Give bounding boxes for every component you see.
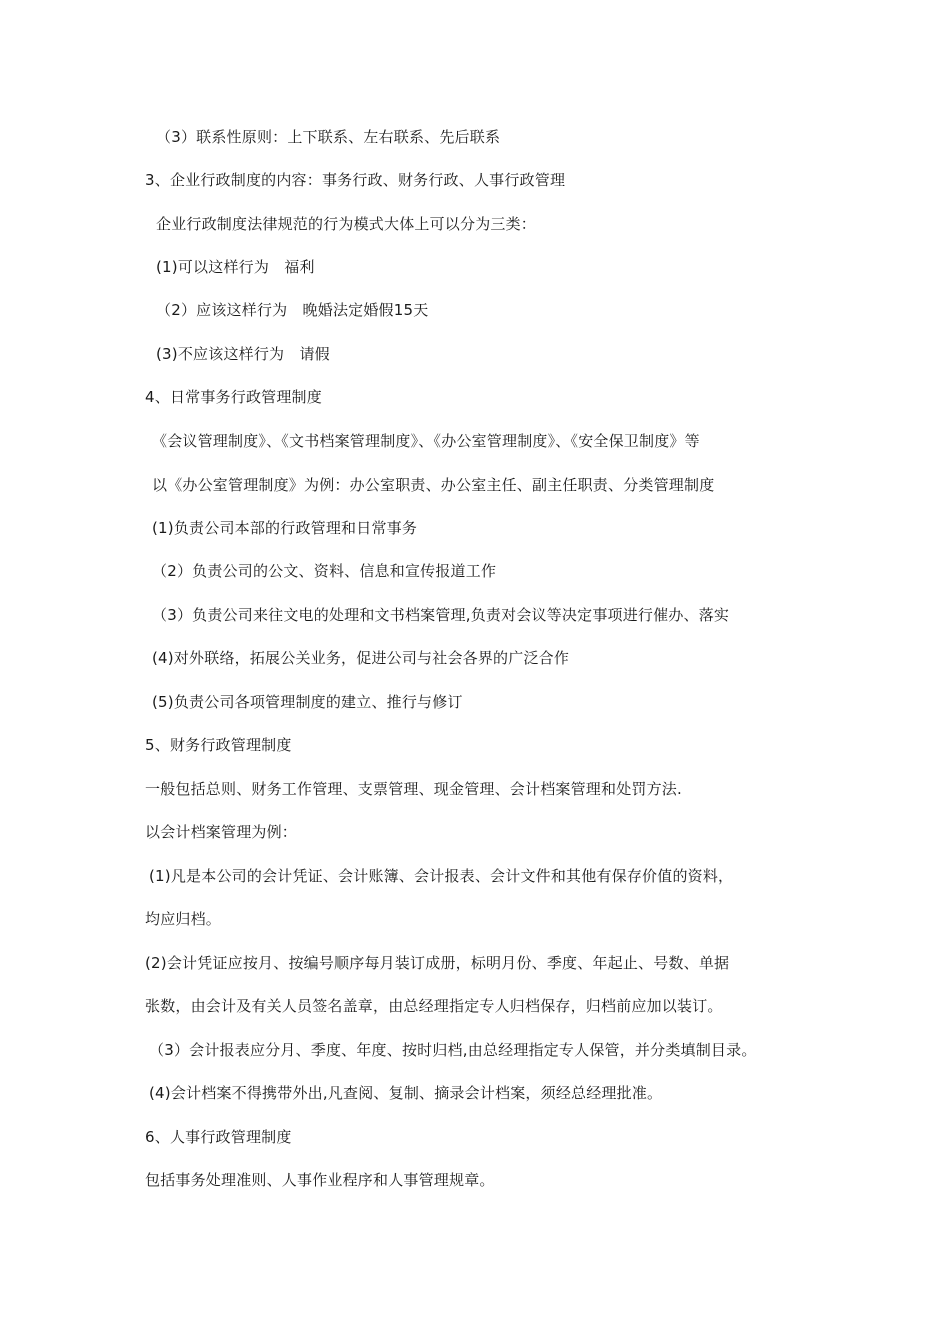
text-line-10: (1)负责公司本部的行政管理和日常事务 — [152, 519, 418, 537]
text-line-8: 《会议管理制度》、《文书档案管理制度》、《办公室管理制度》、《安全保卫制度》等 — [152, 432, 700, 450]
section-heading-5: 5、财务行政管理制度 — [145, 736, 292, 754]
text-line-9: 以《办公室管理制度》为例：办公室职责、办公室主任、副主任职责、分类管理制度 — [152, 476, 715, 494]
text-line-20: (2)会计凭证应按月、按编号顺序每月装订成册，标明月份、季度、年起止、号数、单据 — [145, 954, 730, 972]
text-line-3: 企业行政制度法律规范的行为模式大体上可以分为三类： — [156, 215, 537, 233]
text-line-23: (4)会计档案不得携带外出,凡查阅、复制、摘录会计档案，须经总经理批准。 — [149, 1084, 663, 1102]
text-line-5: （2）应该这样行为 晚婚法定婚假15天 — [156, 301, 429, 319]
text-line-19: 均应归档。 — [145, 910, 222, 928]
section-heading-6: 6、人事行政管理制度 — [145, 1128, 292, 1146]
text-line-6: (3)不应该这样行为 请假 — [156, 345, 330, 363]
text-line-21: 张数，由会计及有关人员签名盖章，由总经理指定专人归档保存，归档前应加以装订。 — [145, 997, 723, 1015]
text-line-16: 一般包括总则、财务工作管理、支票管理、现金管理、会计档案管理和处罚方法. — [145, 780, 682, 798]
text-line-12: （3）负责公司来往文电的处理和文书档案管理,负责对会议等决定事项进行催办、落实 — [152, 606, 730, 624]
text-line-25: 包括事务处理准则、人事作业程序和人事管理规章。 — [145, 1171, 495, 1189]
section-heading-4: 4、日常事务行政管理制度 — [145, 388, 322, 406]
text-line-22: （3）会计报表应分月、季度、年度、按时归档,由总经理指定专人保管，并分类填制目录。 — [149, 1041, 757, 1059]
text-line-14: (5)负责公司各项管理制度的建立、推行与修订 — [152, 693, 463, 711]
text-line-18: (1)凡是本公司的会计凭证、会计账簿、会计报表、会计文件和其他有保存价值的资料， — [149, 867, 734, 885]
text-line-17: 以会计档案管理为例： — [145, 823, 298, 841]
text-line-13: (4)对外联络，拓展公关业务，促进公司与社会各界的广泛合作 — [152, 649, 570, 667]
text-line-11: （2）负责公司的公文、资料、信息和宣传报道工作 — [152, 562, 497, 580]
text-line-1: （3）联系性原则：上下联系、左右联系、先后联系 — [156, 128, 501, 146]
text-line-4: (1)可以这样行为 福利 — [156, 258, 315, 276]
section-heading-3: 3、企业行政制度的内容：事务行政、财务行政、人事行政管理 — [145, 171, 566, 189]
